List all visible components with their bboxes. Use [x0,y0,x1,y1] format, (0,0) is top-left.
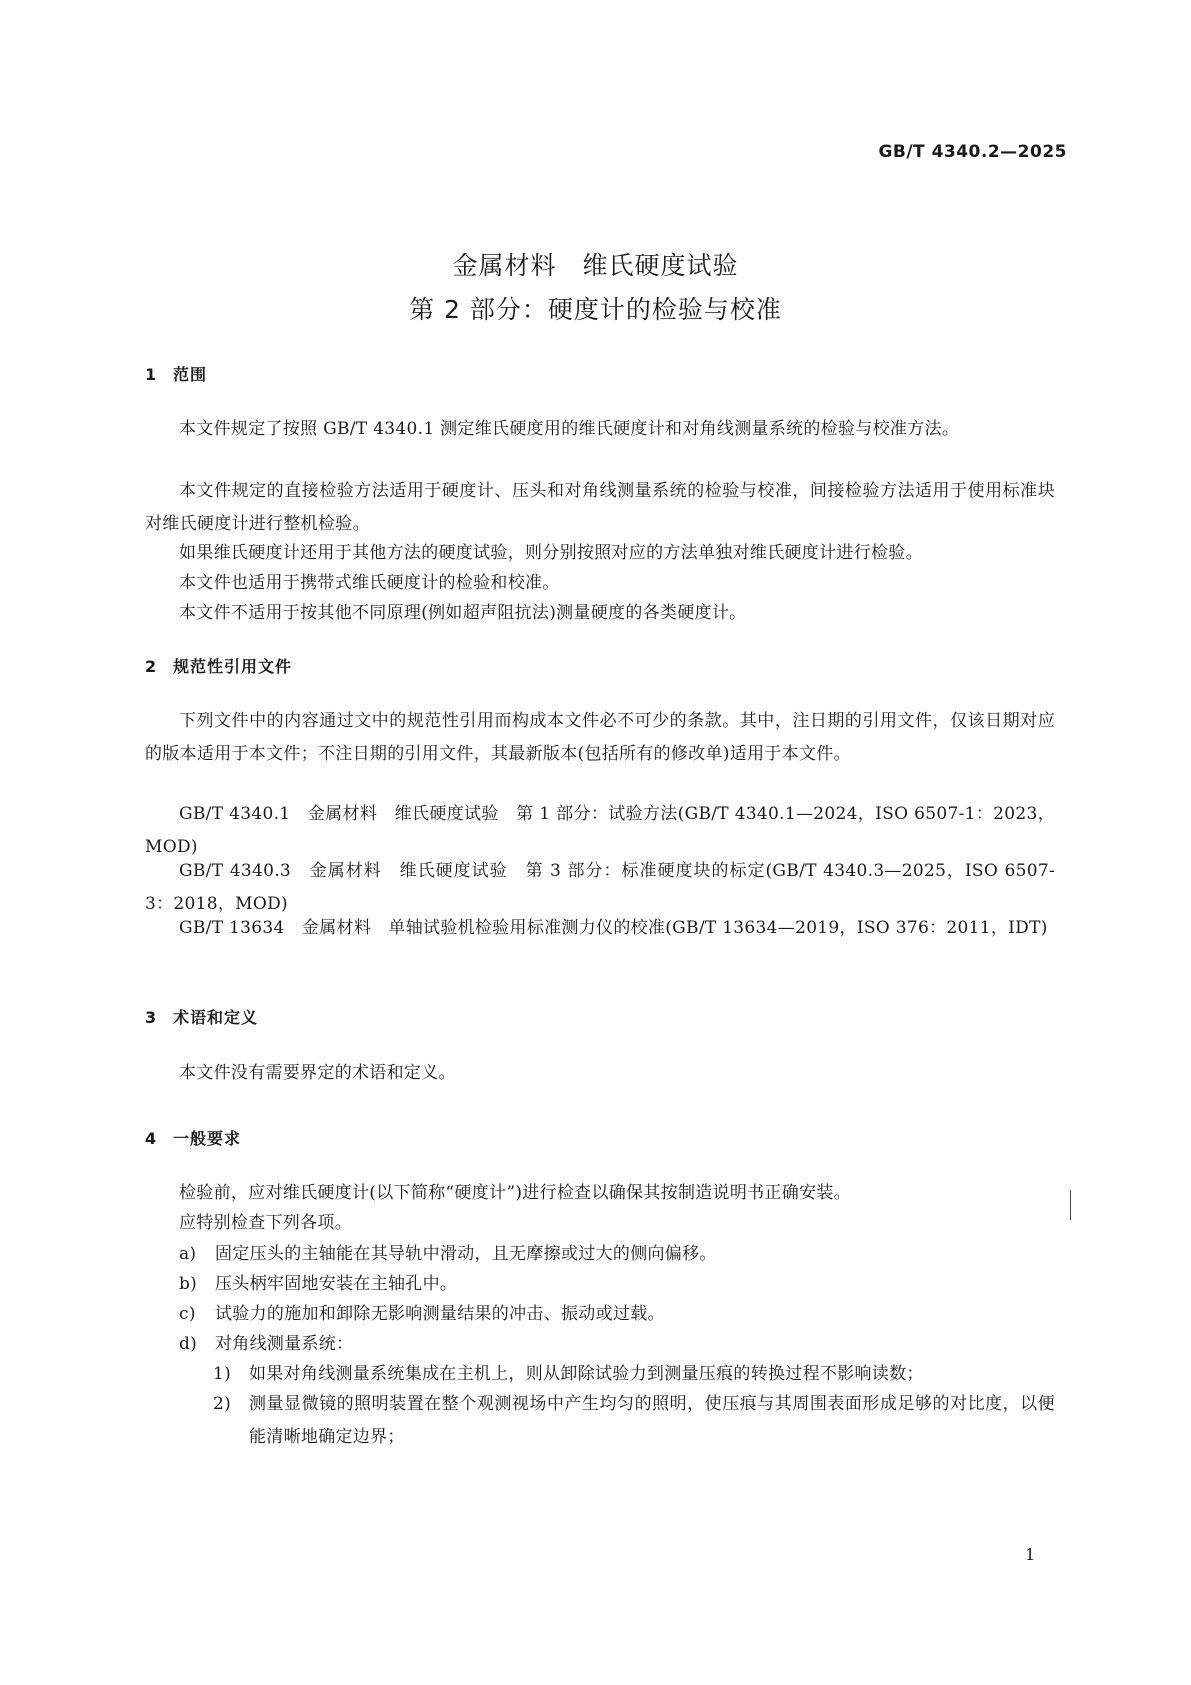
page-number: 1 [1025,1545,1036,1564]
list-item-label: b) [179,1274,198,1294]
paragraph: 本文件规定了按照 GB/T 4340.1 测定维氏硬度用的维氏硬度计和对角线测量系统的检验与校准方法。 [179,419,960,439]
section-heading-general-requirements [145,1126,241,1149]
reference-entry: GB/T 13634 金属材料 单轴试验机检验用标准测力仪的校准(GB/T 13634—2019，ISO 376：2011，IDT) [179,918,1048,938]
revision-margin-bar [1070,1190,1071,1220]
paragraph: 下列文件中的内容通过文中的规范性引用而构成本文件必不可少的条款。其中，注日期的引用文件，仅该日期对应的版本适用于本文件；不注日期的引用文件，其最新版本(包括所有的修改单)适用于本文件。 [145,711,1055,764]
section-title: 术语和定义 [173,1008,259,1027]
paragraph: 检验前，应对维氏硬度计(以下简称“硬度计”)进行检查以确保其按制造说明书正确安装。 [179,1183,851,1203]
reference-entry: GB/T 4340.3 金属材料 维氏硬度试验 第 3 部分：标准硬度块的标定(GB/T 4340.3—2025，ISO 6507-3：2018，MOD) [145,861,1055,914]
sub-list-item-text: 测量显微镜的照明装置在整个观测视场中产生均匀的照明，使压痕与其周围表面形成足够的对比度，以便能清晰地确定边界； [249,1394,1055,1447]
list-item-label: a) [179,1244,197,1264]
section-number: 4 [145,1129,158,1148]
list-item-text: 固定压头的主轴能在其导轨中滑动，且无摩擦或过大的侧向偏移。 [215,1244,717,1264]
paragraph: 本文件也适用于携带式维氏硬度计的检验和校准。 [179,573,560,593]
document-title-line1: 金属材料 维氏硬度试验 [452,251,739,280]
section-number: 1 [145,365,158,384]
paragraph: 应特别检查下列各项。 [179,1213,352,1233]
section-heading-scope [145,362,207,385]
section-number: 2 [145,657,158,676]
section-title: 规范性引用文件 [173,657,293,676]
reference-entry: GB/T 4340.1 金属材料 维氏硬度试验 第 1 部分：试验方法(GB/T 4340.1—2024，ISO 6507-1：2023，MOD) [145,804,1055,857]
section-title: 范围 [173,365,208,384]
section-number: 3 [145,1008,158,1027]
list-item-label: d) [179,1334,198,1354]
paragraph: 如果维氏硬度计还用于其他方法的硬度试验，则分别按照对应的方法单独对维氏硬度计进行检验。 [179,543,923,563]
sub-list-item-label: 1) [213,1364,232,1384]
list-item-text: 对角线测量系统： [215,1334,354,1354]
list-item-label: c) [179,1304,196,1324]
section-heading-terms [145,1005,258,1028]
paragraph: 本文件没有需要界定的术语和定义。 [179,1063,456,1083]
section-heading-normative-references [145,654,292,677]
sub-list-item-label: 2) [213,1394,232,1414]
standard-code: GB/T 4340.2—2025 [878,142,1067,162]
sub-list-item-text: 如果对角线测量系统集成在主机上，则从卸除试验力到测量压痕的转换过程不影响读数； [249,1364,924,1384]
paragraph: 本文件不适用于按其他不同原理(例如超声阻抗法)测量硬度的各类硬度计。 [179,603,747,623]
document-title-line2: 第 2 部分：硬度计的检验与校准 [409,295,782,324]
list-item-text: 试验力的施加和卸除无影响测量结果的冲击、振动或过载。 [215,1304,665,1324]
paragraph: 本文件规定的直接检验方法适用于硬度计、压头和对角线测量系统的检验与校准，间接检验方法适用于使用标准块对维氏硬度计进行整机检验。 [145,481,1055,534]
section-title: 一般要求 [173,1129,242,1148]
list-item-text: 压头柄牢固地安装在主轴孔中。 [215,1274,458,1294]
